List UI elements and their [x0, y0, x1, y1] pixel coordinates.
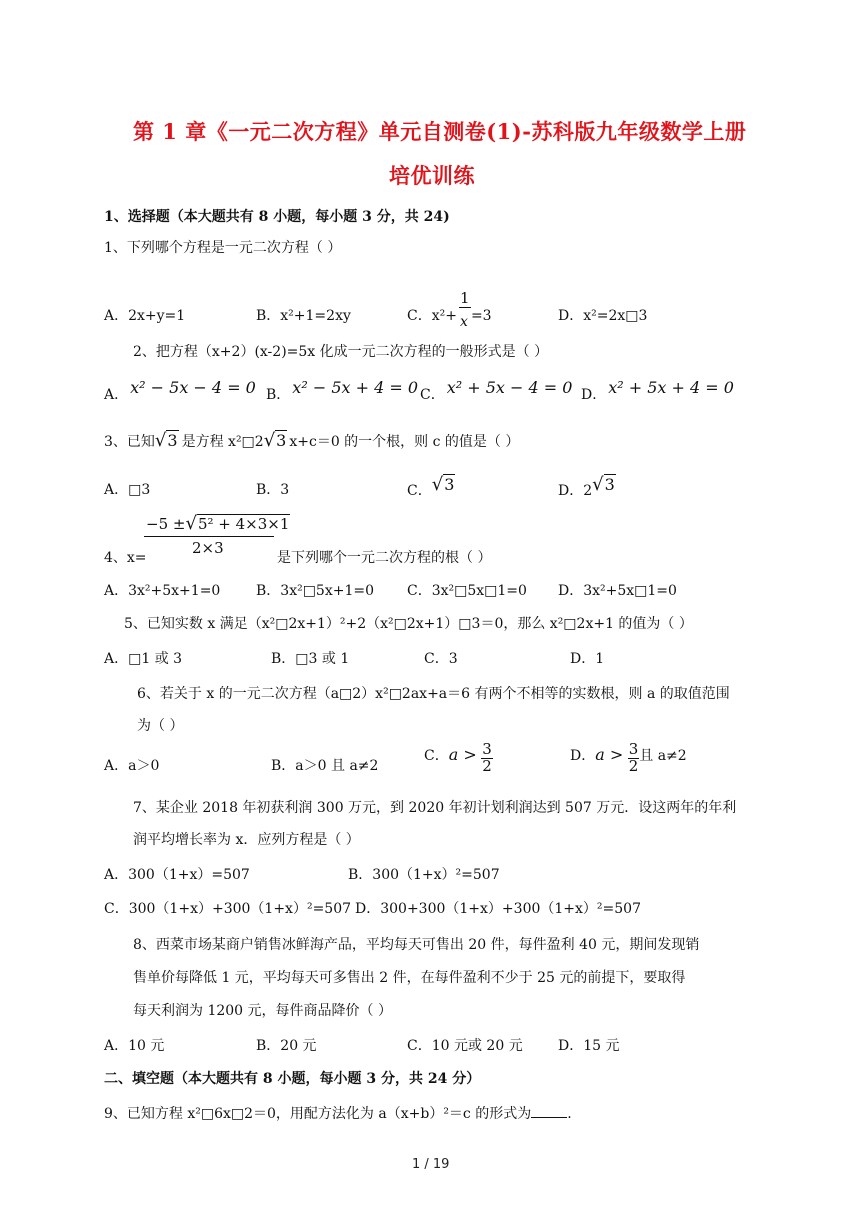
q6-option-c-inequality: a > [448, 745, 477, 765]
q4-option-c: C．3x²□5x□1=0 [407, 583, 527, 599]
section-heading-fill-in: 二、填空题（本大题共有 8 小题，每小题 3 分，共 24 分） [104, 1071, 481, 1087]
q3-option-b: B．3 [256, 482, 290, 498]
q6-option-d-inequality: a > [595, 745, 624, 765]
q2-option-a-equation: x² − 5x − 4 = 0 [130, 378, 256, 397]
question-6-stem-line2: 为（ ） [137, 718, 184, 734]
question-9-stem [104, 1103, 572, 1123]
q3-sqrt-2-radicand: 3 [276, 431, 287, 450]
q6-option-c-fraction [481, 742, 493, 775]
q2-option-d-equation: x² + 5x + 4 = 0 [608, 378, 734, 397]
question-7-stem-line1: 7、某企业 2018 年初获利润 300 万元，到 2020 年初计划利润达到 507 万元．设这两年的年利 [133, 800, 737, 816]
page-number: 1 / 19 [412, 1157, 450, 1172]
q1-option-a: A．2x+y=1 [104, 308, 186, 324]
q6-option-c [424, 742, 493, 775]
q3-sqrt-1: √3 [154, 430, 178, 451]
q2-option-b-label: B． [266, 387, 291, 403]
q1-option-b: B．x²+1=2xy [256, 308, 351, 324]
question-1-stem: 1、下列哪个方程是一元二次方程（ ） [104, 240, 342, 256]
q9-stem-end: . [567, 1106, 572, 1122]
q3-option-d [558, 474, 616, 499]
q5-option-b: B．□3 或 1 [271, 651, 350, 667]
q4-numerator-prefix: −5 ± [146, 515, 186, 533]
q1-option-c-numerator: 1 [459, 289, 470, 307]
q4-option-a: A．3x²+5x+1=0 [104, 583, 221, 599]
q1-option-c-suffix: =3 [470, 308, 492, 324]
q7-option-b: B．300（1+x）²=507 [348, 867, 500, 883]
q1-option-d: D．x²=2x□3 [558, 308, 648, 324]
q3-option-c-sqrt: √3 [431, 474, 455, 495]
question-8-stem-line3: 每天利润为 1200 元，每件商品降价（ ） [133, 1003, 392, 1019]
q5-option-d: D．1 [570, 651, 605, 667]
q6-option-b: B．a＞0 且 a≠2 [271, 758, 379, 774]
q3-stem-suffix: x+c＝0 的一个根，则 c 的值是（ ） [289, 434, 520, 450]
q6-option-a: A．a＞0 [104, 758, 160, 774]
q2-option-a [104, 378, 256, 403]
q3-option-d-radicand: 3 [604, 475, 615, 494]
q4-numerator-sqrt: √5² + 4×3×1 [185, 513, 290, 534]
q6-option-c-label: C． [424, 748, 449, 765]
q8-option-a: A．10 元 [104, 1038, 165, 1054]
q6-option-d-condition: 且 a≠2 [639, 748, 687, 765]
q3-option-a: A．□3 [104, 482, 151, 498]
q8-option-c: C．10 元或 20 元 [407, 1038, 523, 1054]
q6-option-c-numerator: 3 [482, 740, 492, 758]
q3-option-c-radicand: 3 [444, 475, 455, 494]
document-title-line1: 第 1 章《一元二次方程》单元自测卷(1)-苏科版九年级数学上册 [133, 119, 747, 144]
q7-option-d: D．300+300（1+x）+300（1+x）²=507 [355, 901, 641, 917]
q4-fraction-denominator: 2×3 [192, 539, 224, 557]
question-2-stem: 2、把方程（x+2）(x-2)=5x 化成一元二次方程的一般形式是（ ） [133, 344, 549, 360]
q2-option-a-label: A． [104, 387, 129, 403]
q8-option-b: B．20 元 [256, 1038, 317, 1054]
q4-option-d: D．3x²+5x□1=0 [558, 583, 677, 599]
q4-option-b: B．3x²□5x+1=0 [256, 583, 375, 599]
document-title-line2: 培优训练 [389, 163, 475, 188]
q2-option-c-equation: x² + 5x − 4 = 0 [446, 378, 573, 397]
question-4-x-label: 4、x= [104, 550, 147, 566]
q1-option-c [407, 289, 492, 330]
q2-option-c-label: C． [420, 387, 445, 403]
q3-stem-middle: 是方程 x²□2 [181, 434, 264, 450]
q6-option-d-denominator: 2 [628, 756, 639, 775]
q4-fraction [144, 513, 290, 557]
q3-stem-prefix: 3、已知 [104, 434, 155, 450]
q3-option-d-sqrt: √3 [592, 474, 615, 495]
q7-option-a: A．300（1+x）=507 [104, 867, 250, 883]
question-6-stem-line1: 6、若关于 x 的一元二次方程（a□2）x²□2ax+a＝6 有两个不相等的实数根，则 a 的取值范围 [137, 686, 730, 702]
question-8-stem-line2: 售单价每降低 1 元，平均每天可多售出 2 件，在每件盈利不少于 25 元的前提下，要取得 [133, 970, 686, 986]
q3-sqrt-1-radicand: 3 [167, 431, 178, 450]
q2-option-b-equation: x² − 5x + 4 = 0 [292, 378, 419, 397]
q2-option-c [420, 378, 573, 403]
q2-option-d [581, 378, 734, 403]
q5-option-a: A．□1 或 3 [104, 651, 183, 667]
q4-numerator-radicand: 5² + 4×3×1 [197, 515, 290, 533]
q6-option-d-label: D． [570, 748, 596, 765]
q6-option-d [570, 742, 687, 775]
q3-sqrt-2: √3 [263, 430, 287, 451]
question-7-stem-line2: 润平均增长率为 x．应列方程是（ ） [133, 832, 360, 848]
q9-stem-text: 9、已知方程 x²□6x□2＝0，用配方法化为 a（x+b）²＝c 的形式为 [104, 1106, 532, 1122]
q3-option-c-label: C． [407, 483, 432, 499]
q8-option-d: D．15 元 [558, 1038, 620, 1054]
q7-option-c: C．300（1+x）+300（1+x）²=507 [104, 901, 352, 917]
q6-option-c-denominator: 2 [482, 756, 492, 775]
q3-option-d-label: D．2 [558, 483, 593, 499]
q6-option-d-fraction [628, 742, 640, 775]
q1-option-c-denominator: x [459, 314, 468, 330]
question-5-stem: 5、已知实数 x 满足（x²□2x+1）²+2（x²□2x+1）□3＝0，那么 x²□2x+1 的值为（ ） [124, 616, 693, 632]
question-4-stem: 是下列哪个一元二次方程的根（ ） [277, 550, 492, 566]
section-heading-choice: 1、选择题（本大题共有 8 小题，每小题 3 分，共 24) [104, 209, 450, 225]
q9-answer-blank[interactable] [531, 1105, 567, 1118]
q2-option-b [266, 378, 419, 403]
q2-option-d-label: D． [581, 387, 607, 403]
q1-option-c-prefix: C．x²+ [407, 308, 457, 324]
question-8-stem-line1: 8、西菜市场某商户销售冰鲜海产品，平均每天可售出 20 件，每件盈利 40 元，期间发现销 [133, 937, 700, 953]
question-3-stem [104, 430, 519, 451]
q3-option-c [407, 474, 455, 499]
q5-option-c: C．3 [424, 651, 458, 667]
q4-fraction-numerator [144, 513, 290, 537]
q6-option-d-numerator: 3 [628, 740, 639, 758]
